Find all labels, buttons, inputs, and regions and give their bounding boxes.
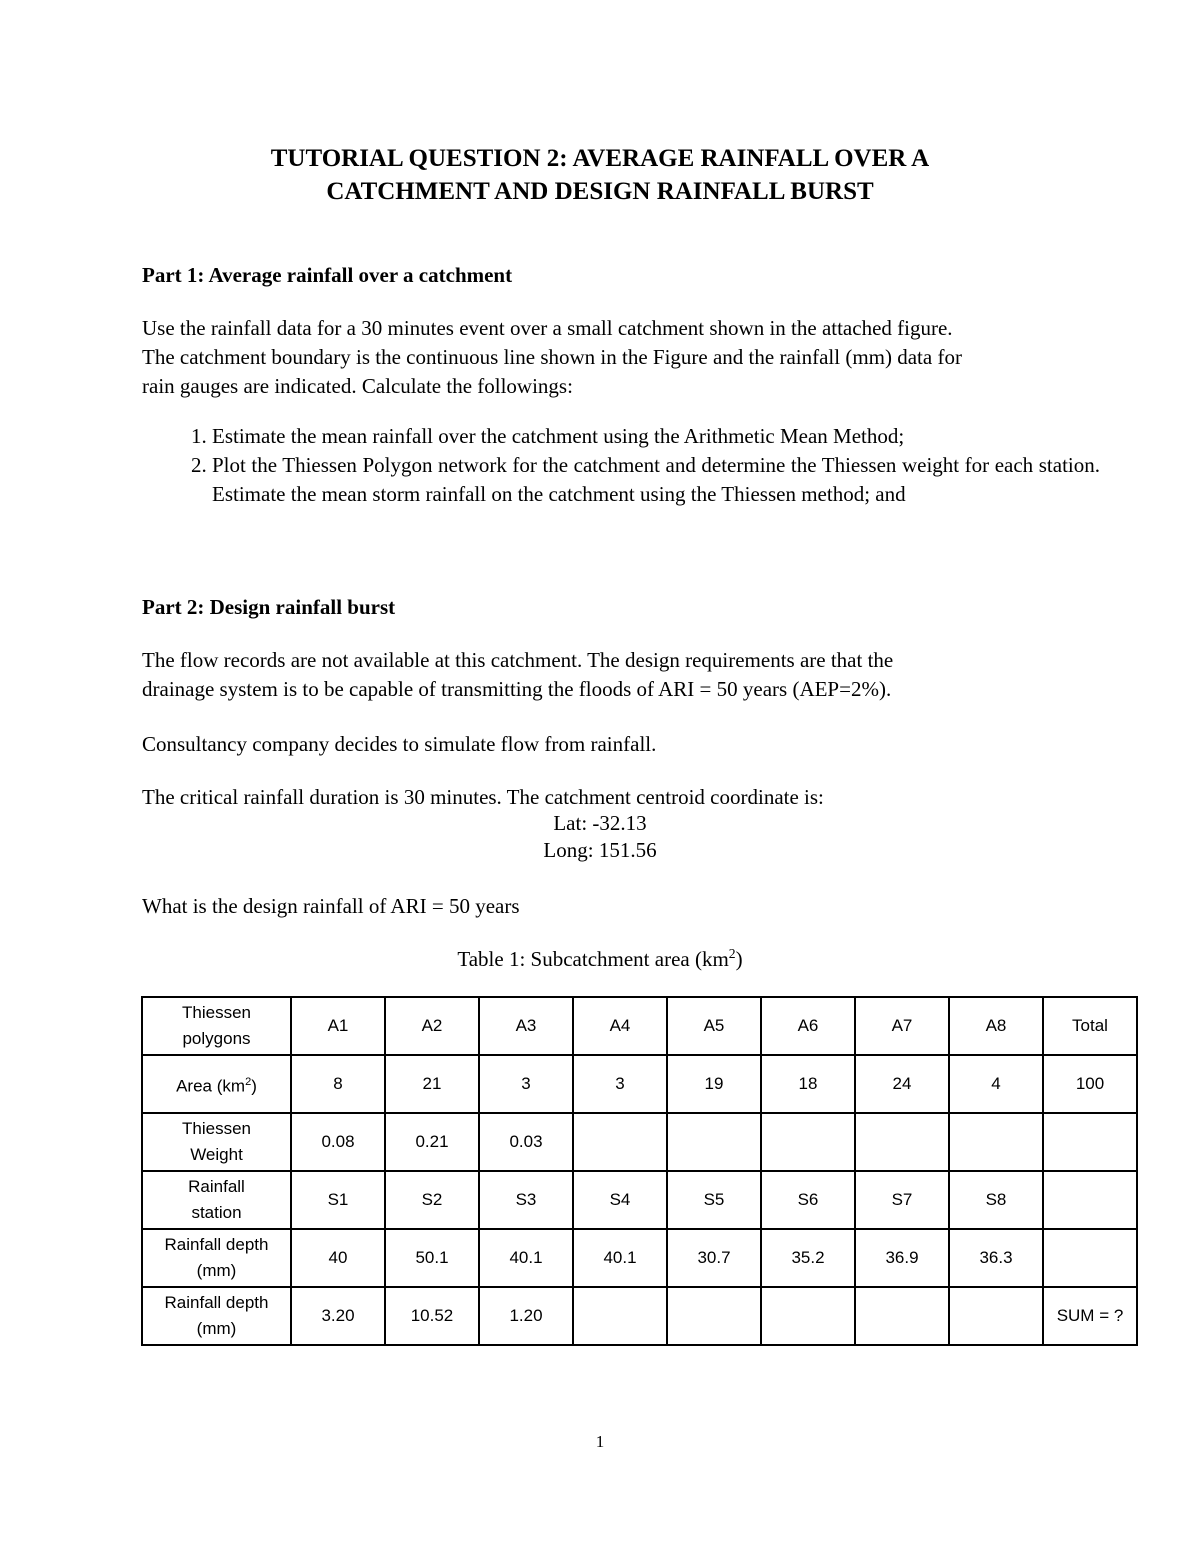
table-cell: A6 <box>761 997 855 1055</box>
part1-intro-line: rain gauges are indicated. Calculate the followings: <box>142 374 573 398</box>
table-cell: 0.08 <box>291 1113 385 1171</box>
row-header-line: Rainfall depth <box>164 1293 269 1312</box>
table-cell: S5 <box>667 1171 761 1229</box>
row-header-line: Thiessen <box>182 1003 251 1022</box>
row-header-line <box>147 1069 286 1100</box>
table-cell: 4 <box>949 1055 1043 1113</box>
row-header <box>142 1171 291 1229</box>
centroid-lat: Lat: -32.13 <box>553 811 647 835</box>
row-header-suffix: ) <box>251 1076 257 1096</box>
table-caption-text: Table 1: Subcatchment area (km <box>457 947 729 971</box>
table-row <box>142 997 1137 1055</box>
task-item-1: 1. Estimate the mean rainfall over the catchment using the Arithmetic Mean Method; <box>212 422 1100 451</box>
task-item-2: 2. Plot the Thiessen Polygon network for the catchment and determine the Thiessen weight for each station. Estimate the mean storm rainfall on the catchment using the Thiessen method; and <box>212 451 1100 509</box>
table-row <box>142 1171 1137 1229</box>
row-header <box>142 1229 291 1287</box>
table-cell <box>573 1113 667 1171</box>
table-cell: 0.03 <box>479 1113 573 1171</box>
part1-intro <box>142 314 1060 401</box>
table-cell <box>949 1287 1043 1345</box>
table-cell <box>1043 1171 1137 1229</box>
table-cell: S7 <box>855 1171 949 1229</box>
table-cell: Total <box>1043 997 1137 1055</box>
table-cell: 3 <box>479 1055 573 1113</box>
table-cell: A7 <box>855 997 949 1055</box>
row-header-line: (mm) <box>196 1319 237 1338</box>
table-cell <box>573 1287 667 1345</box>
table-cell: 36.9 <box>855 1229 949 1287</box>
table-cell: S4 <box>573 1171 667 1229</box>
table-cell: 50.1 <box>385 1229 479 1287</box>
part1-intro-line: The catchment boundary is the continuous line shown in the Figure and the rainfall (mm) data for <box>142 345 962 369</box>
row-header <box>142 1287 291 1345</box>
table-cell <box>949 1113 1043 1171</box>
document-title <box>0 142 1200 208</box>
table-cell <box>761 1113 855 1171</box>
table-cell: 19 <box>667 1055 761 1113</box>
table-cell: S3 <box>479 1171 573 1229</box>
part1-intro-line: Use the rainfall data for a 30 minutes event over a small catchment shown in the attached figure. <box>142 316 953 340</box>
page-number: 1 <box>595 1432 605 1451</box>
table-caption <box>0 946 1200 972</box>
table-cell: 40.1 <box>479 1229 573 1287</box>
table-cell: S2 <box>385 1171 479 1229</box>
table-cell: A3 <box>479 997 573 1055</box>
table-row <box>142 1229 1137 1287</box>
table-cell: 0.21 <box>385 1113 479 1171</box>
row-header <box>142 1113 291 1171</box>
table-cell: 18 <box>761 1055 855 1113</box>
table-cell <box>667 1113 761 1171</box>
table-cell: 10.52 <box>385 1287 479 1345</box>
row-header-line: polygons <box>182 1029 251 1048</box>
table-cell <box>667 1287 761 1345</box>
row-header <box>142 1055 291 1113</box>
table-cell: 3.20 <box>291 1287 385 1345</box>
part1-heading: Part 1: Average rainfall over a catchment <box>142 263 513 287</box>
part2-paragraph-2: Consultancy company decides to simulate flow from rainfall. <box>142 732 657 756</box>
title-line-2: CATCHMENT AND DESIGN RAINFALL BURST <box>326 178 874 205</box>
table-cell: 40 <box>291 1229 385 1287</box>
part1-task-list <box>172 422 1100 509</box>
row-header-sup: 2 <box>245 1075 252 1088</box>
table-cell <box>761 1287 855 1345</box>
centroid-long: Long: 151.56 <box>543 838 657 862</box>
part2-para1-line: drainage system is to be capable of transmitting the floods of ARI = 50 years (AEP=2%). <box>142 677 892 701</box>
row-header-line: Weight <box>190 1145 243 1164</box>
table-cell: 21 <box>385 1055 479 1113</box>
table-cell: 8 <box>291 1055 385 1113</box>
table-cell: 3 <box>573 1055 667 1113</box>
row-header-line: Rainfall <box>188 1177 245 1196</box>
table-cell: A2 <box>385 997 479 1055</box>
table-cell: S6 <box>761 1171 855 1229</box>
table-caption-suffix: ) <box>735 947 743 971</box>
row-header-line: Rainfall depth <box>164 1235 269 1254</box>
design-question: What is the design rainfall of ARI = 50 years <box>142 894 520 918</box>
table-cell: A4 <box>573 997 667 1055</box>
table-cell: S8 <box>949 1171 1043 1229</box>
table-cell <box>855 1287 949 1345</box>
row-header-line: (mm) <box>196 1261 237 1280</box>
table-cell: 100 <box>1043 1055 1137 1113</box>
row-header <box>142 997 291 1055</box>
table-cell: A1 <box>291 997 385 1055</box>
table-cell: 35.2 <box>761 1229 855 1287</box>
table-cell: 40.1 <box>573 1229 667 1287</box>
table-caption-sup: 2 <box>728 946 736 961</box>
table-cell: 36.3 <box>949 1229 1043 1287</box>
table-cell: SUM = ? <box>1043 1287 1137 1345</box>
title-line-1: TUTORIAL QUESTION 2: AVERAGE RAINFALL OVER A <box>270 145 930 172</box>
part2-heading: Part 2: Design rainfall burst <box>142 595 396 619</box>
table-cell <box>855 1113 949 1171</box>
table-cell: A8 <box>949 997 1043 1055</box>
part2-para1-line: The flow records are not available at this catchment. The design requirements are that the <box>142 648 894 672</box>
row-header-line: station <box>191 1203 242 1222</box>
table-cell <box>1043 1113 1137 1171</box>
row-header-text: Area (km <box>176 1076 246 1096</box>
part2-paragraph-1 <box>142 646 893 704</box>
table-cell: S1 <box>291 1171 385 1229</box>
table-cell: 24 <box>855 1055 949 1113</box>
table-cell: 1.20 <box>479 1287 573 1345</box>
part2-paragraph-3: The critical rainfall duration is 30 minutes. The catchment centroid coordinate is: <box>142 785 824 809</box>
table-row <box>142 1055 1137 1113</box>
table-cell <box>1043 1229 1137 1287</box>
table-cell: 30.7 <box>667 1229 761 1287</box>
row-header-line: Thiessen <box>182 1119 251 1138</box>
subcatchment-area-table <box>141 996 1138 1346</box>
table-cell: A5 <box>667 997 761 1055</box>
table-row <box>142 1287 1137 1345</box>
table-row <box>142 1113 1137 1171</box>
